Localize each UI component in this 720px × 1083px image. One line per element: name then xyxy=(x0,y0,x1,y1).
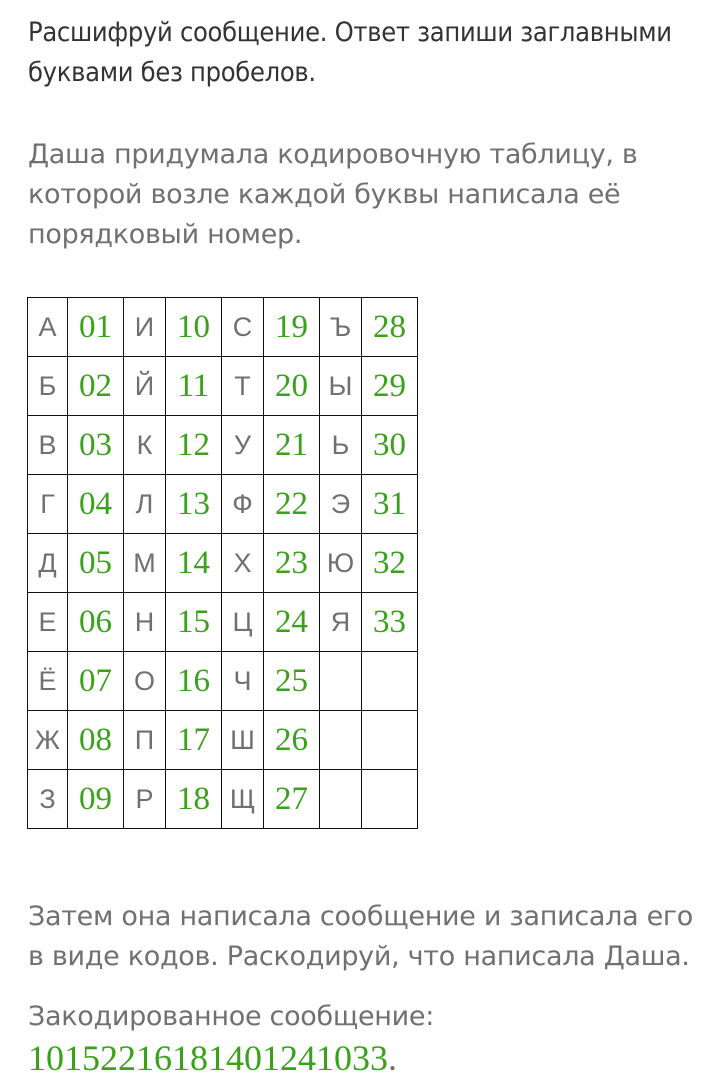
coding-table xyxy=(27,297,418,829)
after-text: Затем она написала сообщение и записала его в виде кодов. Раскодируй, что написала Даша. xyxy=(28,901,694,972)
table-row xyxy=(28,357,418,416)
letter-cell: Ё xyxy=(28,652,68,711)
letter-cell: Я xyxy=(320,593,362,652)
code-cell: 08 xyxy=(68,711,124,770)
letter-cell: Ч xyxy=(222,652,264,711)
letter-cell: Щ xyxy=(222,770,264,829)
code-cell: 05 xyxy=(68,534,124,593)
code-cell: 32 xyxy=(362,534,418,593)
letter-cell: Ц xyxy=(222,593,264,652)
encoded-label: Закодированное сообщение: xyxy=(28,1001,435,1032)
code-cell xyxy=(362,711,418,770)
code-cell: 11 xyxy=(166,357,222,416)
code-cell: 22 xyxy=(264,475,320,534)
code-cell: 09 xyxy=(68,770,124,829)
table-row xyxy=(28,298,418,357)
letter-cell: Г xyxy=(28,475,68,534)
table-row xyxy=(28,652,418,711)
encoded-value: 10152216181401241033 xyxy=(28,1038,388,1078)
code-cell: 02 xyxy=(68,357,124,416)
letter-cell: Т xyxy=(222,357,264,416)
letter-cell: Й xyxy=(124,357,166,416)
code-cell: 20 xyxy=(264,357,320,416)
table-row xyxy=(28,475,418,534)
code-cell: 01 xyxy=(68,298,124,357)
letter-cell: Ш xyxy=(222,711,264,770)
letter-cell: Ю xyxy=(320,534,362,593)
code-cell: 26 xyxy=(264,711,320,770)
letter-cell: Э xyxy=(320,475,362,534)
code-cell: 10 xyxy=(166,298,222,357)
code-cell: 17 xyxy=(166,711,222,770)
code-cell: 03 xyxy=(68,416,124,475)
intro-text: Даша придумала кодировочную таблицу, в которой возле каждой буквы написала её порядковый номер. xyxy=(28,139,638,250)
letter-cell: К xyxy=(124,416,166,475)
code-cell: 29 xyxy=(362,357,418,416)
letter-cell: У xyxy=(222,416,264,475)
letter-cell: А xyxy=(28,298,68,357)
letter-cell: Х xyxy=(222,534,264,593)
code-cell: 21 xyxy=(264,416,320,475)
code-cell: 25 xyxy=(264,652,320,711)
table-row xyxy=(28,770,418,829)
letter-cell: И xyxy=(124,298,166,357)
code-cell: 27 xyxy=(264,770,320,829)
code-cell: 14 xyxy=(166,534,222,593)
letter-cell: Н xyxy=(124,593,166,652)
letter-cell: Ж xyxy=(28,711,68,770)
letter-cell: Д xyxy=(28,534,68,593)
code-cell: 15 xyxy=(166,593,222,652)
code-cell: 28 xyxy=(362,298,418,357)
task-instruction: Расшифруй сообщение. Ответ запиши заглавными буквами без пробелов. xyxy=(28,17,672,88)
table-row xyxy=(28,416,418,475)
letter-cell: В xyxy=(28,416,68,475)
code-cell xyxy=(362,652,418,711)
code-cell: 24 xyxy=(264,593,320,652)
table-row xyxy=(28,711,418,770)
code-cell: 23 xyxy=(264,534,320,593)
letter-cell: Л xyxy=(124,475,166,534)
letter-cell: Ъ xyxy=(320,298,362,357)
encoded-dot: . xyxy=(388,1038,397,1078)
letter-cell: П xyxy=(124,711,166,770)
letter-cell: С xyxy=(222,298,264,357)
letter-cell: Б xyxy=(28,357,68,416)
code-cell: 07 xyxy=(68,652,124,711)
code-cell: 30 xyxy=(362,416,418,475)
letter-cell: О xyxy=(124,652,166,711)
letter-cell: Ь xyxy=(320,416,362,475)
letter-cell: З xyxy=(28,770,68,829)
code-cell: 12 xyxy=(166,416,222,475)
letter-cell xyxy=(320,711,362,770)
code-cell: 13 xyxy=(166,475,222,534)
code-cell: 18 xyxy=(166,770,222,829)
letter-cell: М xyxy=(124,534,166,593)
letter-cell: Ф xyxy=(222,475,264,534)
letter-cell: Ы xyxy=(320,357,362,416)
letter-cell xyxy=(320,770,362,829)
code-cell: 04 xyxy=(68,475,124,534)
code-cell: 16 xyxy=(166,652,222,711)
table-row xyxy=(28,534,418,593)
code-cell: 19 xyxy=(264,298,320,357)
code-cell: 06 xyxy=(68,593,124,652)
code-cell xyxy=(362,770,418,829)
encoded-message xyxy=(28,1036,397,1080)
letter-cell: Р xyxy=(124,770,166,829)
letter-cell xyxy=(320,652,362,711)
letter-cell: Е xyxy=(28,593,68,652)
code-cell: 31 xyxy=(362,475,418,534)
code-cell: 33 xyxy=(362,593,418,652)
table-row xyxy=(28,593,418,652)
